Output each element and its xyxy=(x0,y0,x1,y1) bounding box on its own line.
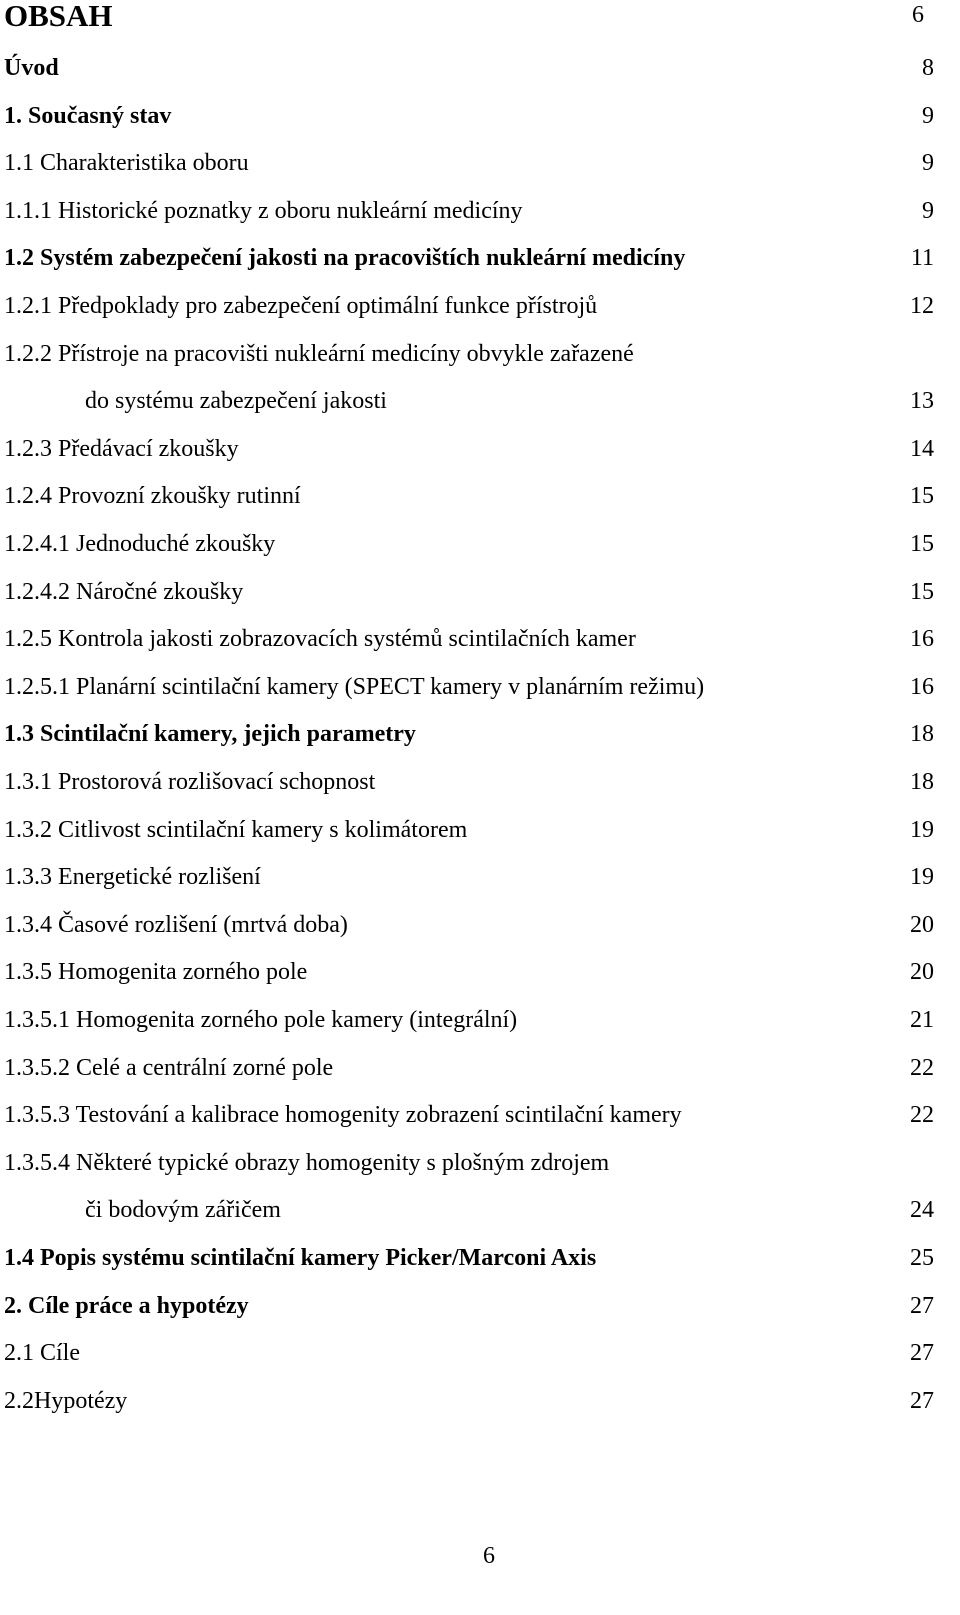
toc-entry-label: 1.2.2 Přístroje na pracovišti nukleární medicíny obvykle zařazené xyxy=(4,340,634,367)
toc-entry-label: 1.2.3 Předávací zkoušky xyxy=(4,435,239,462)
toc-entry xyxy=(4,98,934,134)
toc-entry-page: 9 xyxy=(922,102,934,129)
toc-entry-label: 1.2.5 Kontrola jakosti zobrazovacích systémů scintilačních kamer xyxy=(4,626,636,653)
toc-entry xyxy=(4,1192,934,1228)
toc-entry xyxy=(4,954,934,990)
toc-entry xyxy=(4,764,934,800)
toc-entry-page: 22 xyxy=(910,1054,934,1081)
toc-entry xyxy=(4,478,934,514)
toc-entry xyxy=(4,193,934,229)
toc-entry-page: 21 xyxy=(910,1007,934,1033)
toc-entry-label: 1.3.2 Citlivost scintilační kamery s kolimátorem xyxy=(4,816,468,843)
toc-entry xyxy=(4,145,934,181)
toc-entry xyxy=(4,1002,934,1038)
toc-entry xyxy=(4,574,934,610)
toc-entry-label: do systému zabezpečení jakosti xyxy=(85,388,387,415)
toc-entry-label: 1.1.1 Historické poznatky z oboru nukleární medicíny xyxy=(4,197,523,224)
toc-entry xyxy=(4,383,934,419)
toc-entry xyxy=(4,859,934,895)
toc-entry-page: 16 xyxy=(910,673,934,700)
toc-entry xyxy=(4,288,934,324)
toc-entry xyxy=(4,1335,934,1371)
toc-entry xyxy=(4,50,934,86)
toc-entry-label: 1.3.3 Energetické rozlišení xyxy=(4,864,261,891)
toc-entry-label: 1.3.4 Časové rozlišení (mrtvá doba) xyxy=(4,911,348,938)
toc-entry-label: 1.2.1 Předpoklady pro zabezpečení optimální funkce přístrojů xyxy=(4,293,598,319)
toc-entry-label: 1. Současný stav xyxy=(4,102,172,129)
toc-entry-page: 15 xyxy=(910,578,934,605)
toc-entry-page: 19 xyxy=(910,816,934,843)
toc-entry-label: 1.2.5.1 Planární scintilační kamery (SPECT kamery v planárním režimu) xyxy=(4,673,705,700)
footer-page-number: 6 xyxy=(483,1543,495,1569)
toc-entry xyxy=(4,621,934,657)
toc-entry-page: 14 xyxy=(910,435,934,462)
toc-entry-page: 11 xyxy=(910,245,934,272)
toc-entry xyxy=(4,431,934,467)
toc-entry-label: 1.2.4.1 Jednoduché zkoušky xyxy=(4,531,276,557)
toc-entry-page: 27 xyxy=(910,1387,934,1414)
toc-entry xyxy=(4,1383,934,1419)
toc-entry xyxy=(4,1288,934,1324)
toc-heading-page: 6 xyxy=(912,2,924,28)
toc-entry xyxy=(4,240,934,276)
toc-entry xyxy=(4,716,934,752)
toc-entry-page: 9 xyxy=(922,197,934,224)
toc-entry xyxy=(4,336,934,372)
toc-entry-label: 1.3.5.3 Testování a kalibrace homogenity zobrazení scintilační kamery xyxy=(4,1102,682,1129)
toc-entry xyxy=(4,1240,934,1276)
toc-entry-page: 27 xyxy=(910,1292,934,1319)
toc-entry-label: 2. Cíle práce a hypotézy xyxy=(4,1292,249,1319)
toc-entry-page: 9 xyxy=(922,150,934,177)
toc-entry xyxy=(4,1097,934,1133)
toc-entry-label: Úvod xyxy=(4,55,59,81)
toc-entry-page: 20 xyxy=(910,911,934,938)
toc-entry-page: 18 xyxy=(910,721,934,748)
toc-entry-label: 1.4 Popis systému scintilační kamery Picker/Marconi Axis xyxy=(4,1245,597,1271)
toc-entry-page: 15 xyxy=(910,483,934,510)
toc-entry-page: 13 xyxy=(910,388,934,415)
toc-entry-page: 25 xyxy=(910,1245,934,1271)
toc-entry-label: či bodovým zářičem xyxy=(85,1197,281,1224)
toc-entry-label: 1.2 Systém zabezpečení jakosti na pracovištích nukleární medicíny xyxy=(4,245,686,272)
toc-entry-page: 16 xyxy=(910,626,934,653)
toc-entry-page: 27 xyxy=(910,1340,934,1367)
toc-entry xyxy=(4,526,934,562)
toc-entry-page: 22 xyxy=(910,1102,934,1129)
toc-entry-page: 20 xyxy=(910,959,934,986)
toc-entry-label: 2.2Hypotézy xyxy=(4,1387,128,1414)
toc-entry-label: 1.2.4.2 Náročné zkoušky xyxy=(4,578,244,605)
toc-entry-label: 1.3.5.1 Homogenita zorného pole kamery (integrální) xyxy=(4,1007,518,1033)
toc-entry xyxy=(4,1050,934,1086)
toc-entry-label: 1.2.4 Provozní zkoušky rutinní xyxy=(4,483,301,510)
toc-entry-page: 19 xyxy=(910,864,934,891)
toc-entry xyxy=(4,812,934,848)
toc-entry-label: 1.3.5 Homogenita zorného pole xyxy=(4,959,308,986)
toc-entry-page: 8 xyxy=(922,55,934,81)
toc-entry-label: 1.3.5.4 Některé typické obrazy homogenity s plošným zdrojem xyxy=(4,1149,610,1176)
toc-entry-label: 1.3.1 Prostorová rozlišovací schopnost xyxy=(4,769,376,795)
toc-entry xyxy=(4,907,934,943)
toc-title: OBSAH xyxy=(4,0,113,33)
toc-entry-label: 1.1 Charakteristika oboru xyxy=(4,150,249,177)
toc-entry-label: 1.3.5.2 Celé a centrální zorné pole xyxy=(4,1054,334,1081)
toc-heading xyxy=(4,0,934,40)
toc-entry xyxy=(4,669,934,705)
toc-entry-page: 18 xyxy=(910,769,934,795)
toc-entry-page: 24 xyxy=(910,1197,934,1224)
toc-entry-page: 12 xyxy=(910,293,934,319)
toc-entry-page: 15 xyxy=(910,531,934,557)
toc-entry xyxy=(4,1145,934,1181)
toc-entry-label: 2.1 Cíle xyxy=(4,1340,80,1367)
toc-entry-label: 1.3 Scintilační kamery, jejich parametry xyxy=(4,721,416,748)
